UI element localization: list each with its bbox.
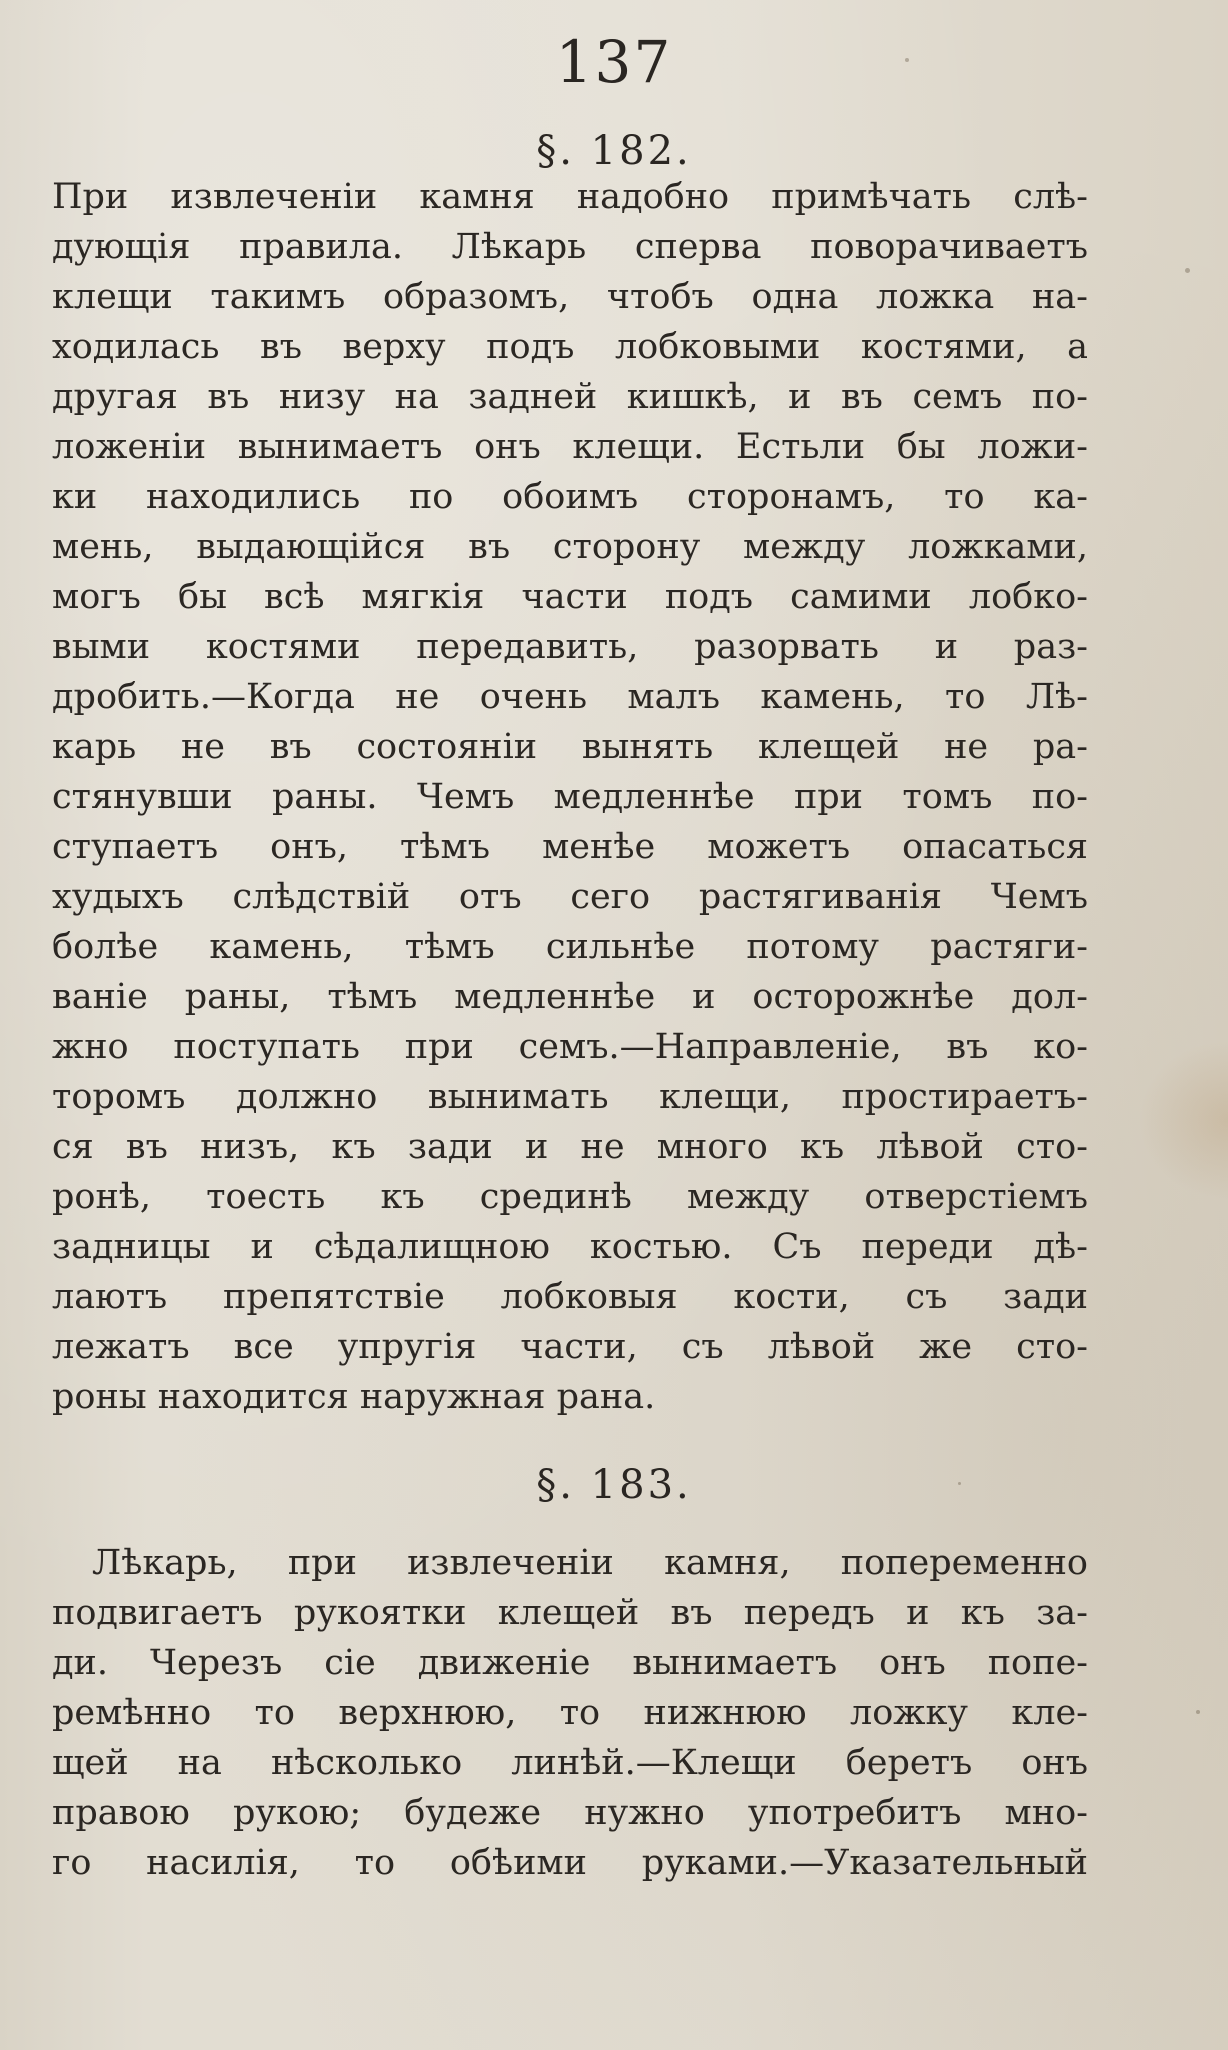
text-line: мень, выдающійся въ сторону между ложками, bbox=[52, 527, 1088, 567]
paper-stain bbox=[1138, 1040, 1228, 1200]
text-line: задницы и сѣдалищною костью. Съ переди дѣ- bbox=[52, 1227, 1088, 1267]
text-line: ложеніи вынимаетъ онъ клещи. Естьли бы ложи- bbox=[52, 427, 1088, 467]
text-line: ваніе раны, тѣмъ медленнѣе и осторожнѣе дол- bbox=[52, 977, 1088, 1017]
text-line: могъ бы всѣ мягкія части подъ самими лобко- bbox=[52, 577, 1088, 617]
paper-speck bbox=[1185, 268, 1190, 273]
text-line: торомъ должно вынимать клещи, простираетъ- bbox=[52, 1077, 1088, 1117]
text-line: ремѣнно то верхнюю, то нижнюю ложку кле- bbox=[52, 1693, 1088, 1733]
text-line: лежатъ все упругія части, съ лѣвой же сто- bbox=[52, 1327, 1088, 1367]
section-182-text bbox=[52, 172, 1088, 1422]
text-line: правою рукою; будеже нужно употребитъ мно- bbox=[52, 1793, 1088, 1833]
section-heading-183: §. 183. bbox=[536, 1462, 692, 1508]
text-line: карь не въ состояніи вынять клещей не ра- bbox=[52, 727, 1088, 767]
text-line: худыхъ слѣдствій отъ сего растягиванія Чемъ bbox=[52, 877, 1088, 917]
text-line: другая въ низу на задней кишкѣ, и въ семъ по- bbox=[52, 377, 1088, 417]
text-line: Лѣкарь, при извлеченіи камня, попеременно bbox=[92, 1543, 1088, 1583]
paper-speck bbox=[1196, 1710, 1200, 1714]
text-line: дующія правила. Лѣкарь сперва поворачиваетъ bbox=[52, 227, 1088, 267]
text-line: болѣе камень, тѣмъ сильнѣе потому растяги- bbox=[52, 927, 1088, 967]
text-line: ходилась въ верху подъ лобковыми костями, а bbox=[52, 327, 1088, 367]
text-line: го насилія, то обѣими руками.—Указательный bbox=[52, 1843, 1088, 1883]
text-line: стянувши раны. Чемъ медленнѣе при томъ по- bbox=[52, 777, 1088, 817]
section-heading-182: §. 182. bbox=[536, 128, 692, 174]
text-line: жно поступать при семъ.—Направленіе, въ ко- bbox=[52, 1027, 1088, 1067]
text-line: дробить.—Когда не очень малъ камень, то Лѣ- bbox=[52, 677, 1088, 717]
text-line: роны находится наружная рана. bbox=[52, 1377, 656, 1417]
text-line: лаютъ препятствіе лобковыя кости, съ зади bbox=[52, 1277, 1088, 1317]
text-line: При извлеченіи камня надобно примѣчать слѣ- bbox=[52, 177, 1088, 217]
text-line: щей на нѣсколько линѣй.—Клещи беретъ онъ bbox=[52, 1743, 1088, 1783]
text-line: ронѣ, тоесть къ срединѣ между отверстіемъ bbox=[52, 1177, 1088, 1217]
text-line: подвигаетъ рукоятки клещей въ передъ и къ за- bbox=[52, 1593, 1088, 1633]
text-line: ди. Черезъ сіе движеніе вынимаетъ онъ попе- bbox=[52, 1643, 1088, 1683]
text-line: ступаетъ онъ, тѣмъ менѣе можетъ опасаться bbox=[52, 827, 1088, 867]
text-line: клещи такимъ образомъ, чтобъ одна ложка на- bbox=[52, 277, 1088, 317]
page-number: 137 bbox=[555, 28, 673, 96]
text-line: ся въ низъ, къ зади и не много къ лѣвой сто- bbox=[52, 1127, 1088, 1167]
text-line: ки находились по обоимъ сторонамъ, то ка- bbox=[52, 477, 1088, 517]
text-line: выми костями передавить, разорвать и раз- bbox=[52, 627, 1088, 667]
section-183-text bbox=[52, 1538, 1088, 1888]
